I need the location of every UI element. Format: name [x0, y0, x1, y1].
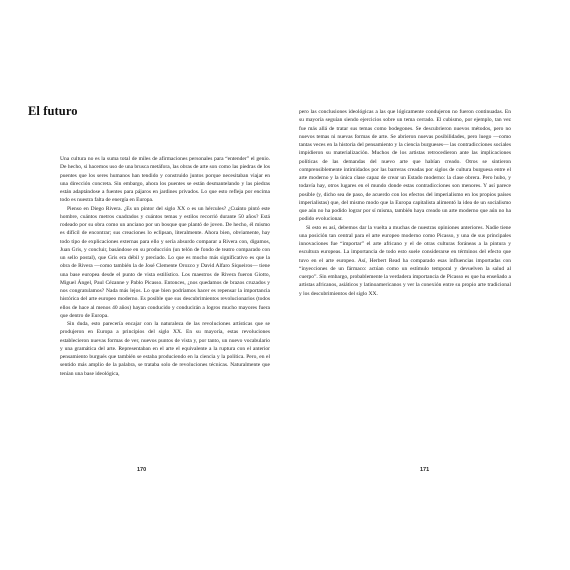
- page-number: 170: [137, 467, 147, 473]
- paragraph: Una cultura no es la suma total de miles de afirmaciones personales para “entender” el genio. De hecho, si hacemos uso de una brusca metáfora, las obras de arte son como las piedras de los puentes que los seres humanos han tendido y construido juntos porque necesitaban viajar en una dirección concreta. Sin embargo, ahora los puentes se están desmantelando y las piedras están adaptándose a fuentes para pájaros en jardines privados. Lo que esto refleja por encima todo es nuestra falta de energía en Europa.: [60, 156, 270, 204]
- paragraph: Si esto es así, debemos dar la vuelta a muchas de nuestras opiniones anteriores. Nadie tiene una posición tan central para el arte europeo moderno como Picasso, y una de sus principales innovaciones fue “importar” el arte africano y el de otras culturas foráneas a la pintura y escultura europeas. La importancia de todo esto suele considerarse en términos del efecto que tuvo en el arte europeo. Así, Herbert Read ha comparado esas influencias importadas con “inyecciones de un fármaco: actúan como un estímulo temporal y devuelven la salud al cuerpo”. Sin embargo, probablemente la verdadera importancia de Picasso es que ha enseñado a artistas africanos, asiáticos y latinoamericanos y ver la conexión entre su propio arte tradicional y los descubrimientos del siglo XX.: [299, 224, 511, 297]
- paragraph: Sin duda, esto parecería encajar con la naturaleza de las revoluciones artísticas que se produjeron en Europa a principios del siglo XX. En su mayoría, estas revoluciones establecieron nuevas formas de ver, nuevos puntos de vista y, por tanto, un nuevo vocabulario y una gramática del arte. Representaban en el arte el equivalente a la ruptura con el anterior pensamiento burgués que también se estaba produciendo en la ciencia y la política. Pero, en el sentido más amplio de la palabra, se trataba solo de revoluciones técnicas. Naturalmente que tenían una base ideológica,: [60, 321, 270, 377]
- left-page-body: [60, 155, 270, 378]
- right-page: [285, 0, 570, 570]
- paragraph: Pienso en Diego Rivera. ¿Es un pintor del siglo XX o es un hércules? ¿Cuánto pintó este hombre, cuántos metros cuadrados y cuántos temas y estilos recorrió durante 50 años? Está rodeado por su obra como un anciano por un bosque que plantó de joven. De hecho, él mismo es difícil de encontrar; sus creaciones lo eclipsan, literalmente. Ahora bien, obviamente, hay todo tipo de explicaciones externas para ello y sería absurdo comparar a Rivera con, digamos, Juan Gris, y concluir, basándose en su producción (un telón de fondo de teatro comparado con un sello postal), que Gris era débil y preciado. Lo que es mucho más significativo es que la obra de Rivera —como también la de José Clemente Orozco y David Alfaro Siqueiros— tiene una base europea desde el punto de vista estilístico. Los maestros de Rivera fueron Giotto, Miguel Ángel, Paul Cézanne y Pablo Picasso. Entonces, ¿nos quedamos de brazos cruzados y nos congratulamos? Nada más lejos. Lo que bien podríamos hacer es repensar la importancia histórica del arte europeo moderno. Es posible que sus descubrimientos revolucionarios (todos ellos de hace al menos 40 años) hayan conducido y conducirán a logros mucho mayores fuera que dentro de Europa.: [60, 205, 270, 319]
- page-number: 171: [420, 467, 430, 473]
- paragraph: pero las conclusiones ideológicas a las que lógicamente condujeron no fueron continuadas. En su mayoría seguían siendo ejercicios sobre un tema cerrado. El cubismo, por ejemplo, tan vez fue más allá de tratar sus temas como bodegones. Se descubrieron nuevos métodos, pero no nuevos temas ni nuevas formas de arte. Se abrieron nuevas posibilidades, pero luego —como tantas veces en la historia del pensamiento y la ciencia burgueses— las contradicciones sociales impidieron su materialización. Muchos de los artistas retrocedieron ante las implicaciones políticas de las demandas del nuevo arte que habían creado. Otros se sintieron comprensiblemente intimidados por las barreras creadas por siglos de cultura burguesa entre el arte moderno y la única clase capaz de crear un Estado moderno: la clase obrera. Pero hubo, y todavía hay, otros lugares en el mundo donde estas contradicciones son menores. Y así parece posible (y, dicho sea de paso, de acuerdo con los efectos del imperialismo en los propios países imperialistas) que, del mismo modo que la Europa capitalista alimentó la idea de un socialismo que aún no ha podido lograr por sí misma, también haya creado un arte moderno que aún no ha podido evolucionar.: [299, 109, 511, 223]
- chapter-title: El futuro: [28, 104, 78, 118]
- right-page-body: [299, 108, 511, 298]
